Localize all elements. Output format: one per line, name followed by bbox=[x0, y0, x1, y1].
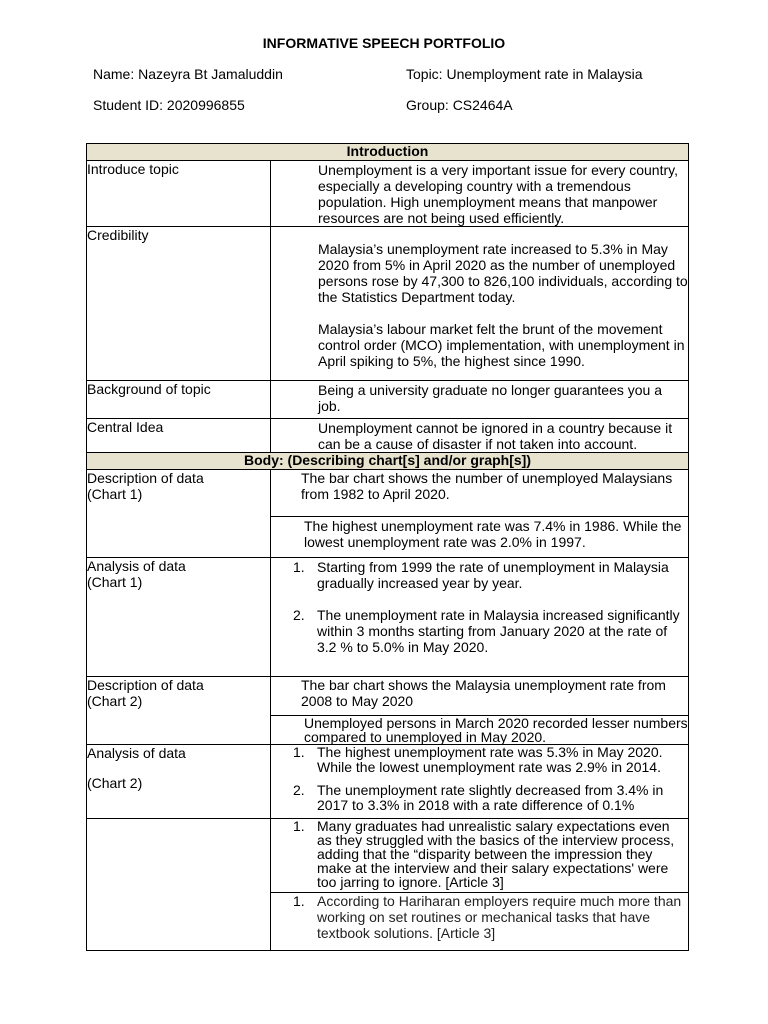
row-label-central-idea: Central Idea bbox=[87, 419, 271, 453]
list-item-text: The unemployment rate slightly decreased from 3.4% in 2017 to 3.3% in 2018 with a rate difference of 0.1% bbox=[317, 782, 664, 813]
chart-reference: (Chart 2) bbox=[87, 775, 143, 791]
chart-reference: (Chart 1) bbox=[87, 486, 143, 502]
row-label-description-chart1 bbox=[87, 470, 271, 558]
list-number: 1. bbox=[293, 744, 305, 760]
introduce-topic-text: Unemployment is a very important issue for every country, especially a developing country with a tremendous population. High unemployment means that manpower resources are not being used efficiently. bbox=[318, 162, 678, 226]
row-label-credibility: Credibility bbox=[87, 227, 271, 381]
background-text: Being a university graduate no longer guarantees you a job. bbox=[318, 382, 663, 414]
row-label-empty bbox=[87, 819, 271, 951]
analysis-label: Analysis of data bbox=[87, 558, 186, 574]
row-content-description-chart2 bbox=[271, 677, 689, 745]
chart-reference: (Chart 1) bbox=[87, 574, 143, 590]
description-label: Description of data bbox=[87, 470, 204, 486]
central-idea-text: Unemployment cannot be ignored in a country because it can be a cause of disaster if not taken into account. bbox=[318, 420, 673, 452]
group: Group: CS2464A bbox=[406, 97, 513, 113]
row-label-background: Background of topic bbox=[87, 381, 271, 419]
list-number: 1. bbox=[293, 559, 305, 575]
speech-topic: Topic: Unemployment rate in Malaysia bbox=[406, 66, 643, 82]
portfolio-table bbox=[86, 143, 689, 951]
list-item-text: Many graduates had unrealistic salary expectations even as they struggled with the basics of the interview process, adding that the “disparity between the impression they make at the interview and their salary expectations' were too jarring to ignore. [Article 3] bbox=[317, 818, 675, 890]
row-content-central-idea bbox=[271, 419, 689, 453]
list-item bbox=[271, 745, 688, 775]
section-introduction: Introduction bbox=[87, 144, 689, 161]
list-item bbox=[271, 783, 688, 813]
list-item bbox=[271, 819, 688, 892]
row-label-analysis-chart1 bbox=[87, 558, 271, 677]
credibility-paragraph-1: Malaysia’s unemployment rate increased to 5.3% in May 2020 from 5% in April 2020 as the number of unemployed persons rose by 47,300 to 826,100 individuals, according to the Statistics Department today. bbox=[318, 241, 688, 305]
list-item bbox=[271, 607, 688, 655]
description-chart1-text-2: The highest unemployment rate was 7.4% in 1986. While the lowest unemployment rate was 2.0% in 1997. bbox=[271, 516, 688, 550]
list-item-text: According to Hariharan employers require much more than working on set routines or mechanical tasks that have textbook solutions. [Article 3] bbox=[317, 893, 682, 941]
list-item bbox=[271, 892, 688, 941]
row-label-description-chart2 bbox=[87, 677, 271, 745]
credibility-paragraph-2: Malaysia’s labour market felt the brunt of the movement control order (MCO) implementation, with unemployment in April spiking to 5%, the highest since 1990. bbox=[318, 321, 685, 369]
row-content-introduce-topic bbox=[271, 161, 689, 227]
list-item-text: The unemployment rate in Malaysia increased significantly within 3 months starting from January 2020 at the rate of 3.2 % to 5.0% in May 2020. bbox=[317, 607, 680, 655]
list-item bbox=[271, 559, 688, 591]
row-content-background bbox=[271, 381, 689, 419]
description-chart2-text-2: Unemployed persons in March 2020 recorded lesser numbers compared to unemployed in May 2020. bbox=[271, 715, 688, 744]
chart-reference: (Chart 2) bbox=[87, 693, 143, 709]
row-content-analysis-chart1 bbox=[271, 558, 689, 677]
description-chart2-text: The bar chart shows the Malaysia unemployment rate from 2008 to May 2020 bbox=[301, 677, 666, 709]
row-content-credibility bbox=[271, 227, 689, 381]
row-label-introduce-topic: Introduce topic bbox=[87, 161, 271, 227]
student-id: Student ID: 2020996855 bbox=[93, 97, 245, 113]
row-label-analysis-chart2 bbox=[87, 745, 271, 819]
section-body: Body: (Describing chart[s] and/or graph[s]) bbox=[87, 453, 689, 470]
description-chart1-text: The bar chart shows the number of unemployed Malaysians from 1982 to April 2020. bbox=[301, 470, 673, 502]
description-label: Description of data bbox=[87, 677, 204, 693]
list-item-text: The highest unemployment rate was 5.3% in May 2020. While the lowest unemployment rate was 2.9% in 2014. bbox=[317, 744, 663, 775]
list-number: 2. bbox=[293, 782, 305, 798]
row-content-articles bbox=[271, 819, 689, 951]
page-title: INFORMATIVE SPEECH PORTFOLIO bbox=[262, 35, 506, 51]
list-item-text: Starting from 1999 the rate of unemployment in Malaysia gradually increased year by year. bbox=[317, 559, 669, 591]
list-number: 1. bbox=[293, 893, 305, 909]
student-name: Name: Nazeyra Bt Jamaluddin bbox=[93, 66, 283, 82]
analysis-label: Analysis of data bbox=[87, 745, 186, 761]
row-content-analysis-chart2 bbox=[271, 745, 689, 819]
row-content-description-chart1 bbox=[271, 470, 689, 558]
list-number: 1. bbox=[293, 818, 305, 834]
list-number: 2. bbox=[293, 607, 305, 623]
